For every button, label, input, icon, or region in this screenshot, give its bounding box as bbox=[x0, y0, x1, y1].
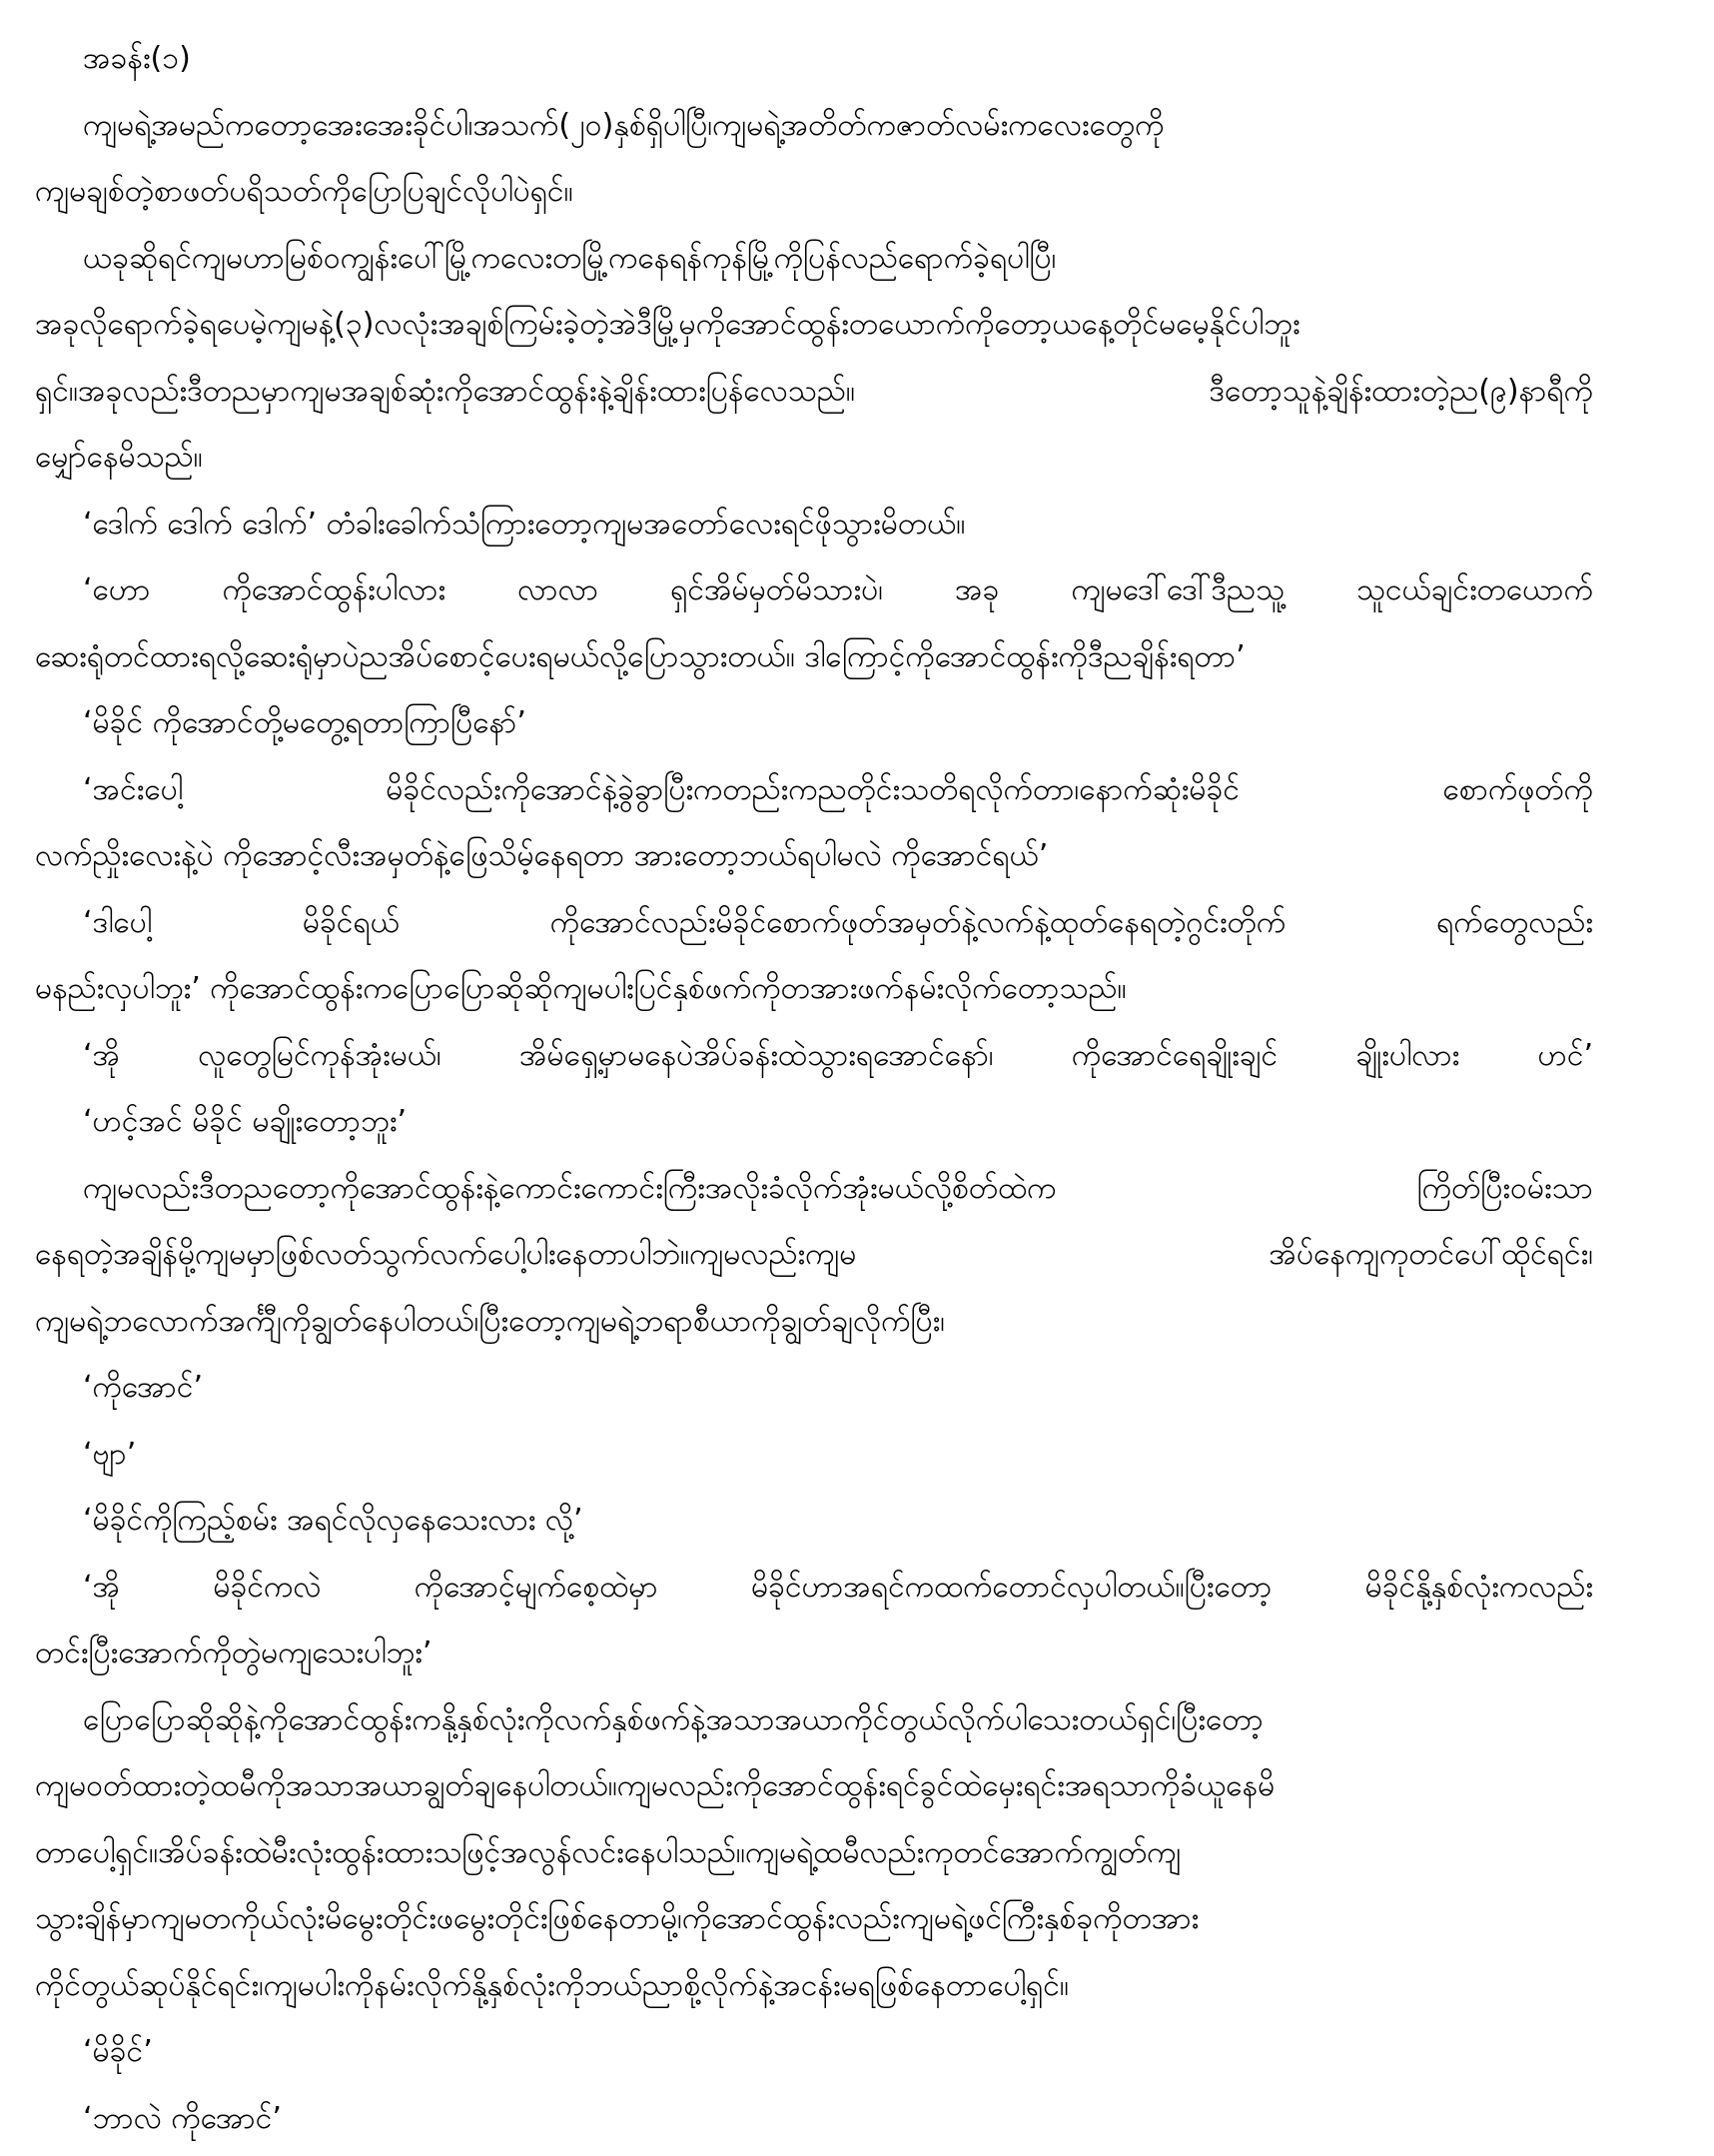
text-line: ‘ဘာလဲ ကိုအောင်’ bbox=[83, 2100, 282, 2136]
text-line: အခန်း(၁) bbox=[83, 41, 191, 76]
text-line: မျှော်နေမိသည်။ bbox=[35, 440, 203, 475]
text-line: အခုလိုရောက်ခဲ့ရပေမဲ့ကျမနဲ့(၃)လလုံးအချစ်ကြမ်းခဲ့တဲ့အဲဒီမြို့မှကိုအောင်ထွန်းတယောက်ကိုတော့ယနေ့တိုင်မမေ့နိုင်ပါဘူး bbox=[35, 307, 1300, 342]
document-page bbox=[35, 26, 1593, 2152]
text-line: ‘ဒါပေါ့ မိခိုင်ရယ် ကိုအောင်လည်းမိခိုင်စောက်ဖုတ်အမှတ်နဲ့လက်နဲ့ထုတ်နေရတဲ့ဂွင်းတိုက် ရက်တွေလည်း bbox=[83, 904, 1593, 940]
text-line: ‘ဗျာ’ bbox=[83, 1436, 137, 1472]
text-line: ‘အို မိခိုင်ကလဲ ကိုအောင့်မျက်စေ့ထဲမှာ မိခိုင်ဟာအရင်ကထက်တောင်လှပါတယ်။ပြီးတော့ မိခိုင်နို့နှစ်လုံးကလည်း bbox=[83, 1569, 1593, 1605]
text-line: ‘မိခိုင်’ bbox=[83, 2034, 153, 2069]
text-line: ‘ဒေါက် ဒေါက် ဒေါက်’ တံခါးခေါက်သံကြားတော့ကျမအတော်လေးရင်ဖိုသွားမိတယ်။ bbox=[83, 506, 966, 541]
text-line: နေရတဲ့အချိန်မို့ကျမမှာဖြစ်လတ်သွက်လက်ပေါ့ပါးနေတာပါဘဲ။ကျမလည်းကျမ အိပ်နေကျကုတင်ပေါ်ထိုင်ရင်း၊ bbox=[35, 1237, 1593, 1272]
text-line: လက်ညှိုးလေးနဲ့ပဲ ကိုအောင့်လီးအမှတ်နဲ့ဖြေသိမ့်နေရတာ အားတော့ဘယ်ရပါမလဲ ကိုအောင်ရယ်’ bbox=[35, 838, 1049, 873]
text-line: ဆေးရုံတင်ထားရလို့ဆေးရုံမှာပဲညအိပ်စောင့်ပေးရမယ်လို့ပြောသွားတယ်။ ဒါကြောင့်ကိုအောင်ထွန်းကိုဒီညချိန်းရတာ’ bbox=[35, 638, 1246, 674]
text-line: ကျမဝတ်ထားတဲ့ထမီကိုအသာအယာချွတ်ချနေပါတယ်။ကျမလည်းကိုအောင်ထွန်းရင်ခွင်ထဲမှေးရင်းအရသာကိုခံယူနေမိ bbox=[35, 1768, 1276, 1803]
text-line: ရှင်။အခုလည်းဒီတညမှာကျမအချစ်ဆုံးကိုအောင်ထွန်းနဲ့ချိန်းထားပြန်လေသည်။ ဒီတော့သူနဲ့ချိန်းထားတဲ့ည(၉)နာရီကို bbox=[35, 373, 1593, 409]
text-line: ‘အင်းပေါ့ မိခိုင်လည်းကိုအောင်နဲ့ခွဲခွာပြီးကတည်းကညတိုင်းသတိရလိုက်တာ၊နောက်ဆုံးမိခိုင် စောက်ဖုတ်ကို bbox=[83, 771, 1593, 807]
text-line: ကိုင်တွယ်ဆုပ်နိုင်ရင်း၊ကျမပါးကိုနမ်းလိုက်နို့နှစ်လုံးကိုဘယ်ညာစို့လိုက်နဲ့အငန်းမရဖြစ်နေတာပေါ့ရှင်။ bbox=[35, 1967, 1069, 2003]
text-line: သွားချိန်မှာကျမတကိုယ်လုံးမိမွေးတိုင်းဖမွေးတိုင်းဖြစ်နေတာမို့၊ကိုအောင်ထွန်းလည်းကျမရဲ့ဖင်ကြီးနှစ်ခုကိုတအား bbox=[35, 1901, 1200, 1936]
text-line: ပြောပြောဆိုဆိုနဲ့ကိုအောင်ထွန်းကနို့နှစ်လုံးကိုလက်နှစ်ဖက်နဲ့အသာအယာကိုင်တွယ်လိုက်ပါသေးတယ်ရှင်၊ပြီးတော့ bbox=[83, 1701, 1264, 1737]
text-line: တာပေါ့ရှင်။အိပ်ခန်းထဲမီးလုံးထွန်းထားသဖြင့်အလွန်လင်းနေပါသည်။ကျမရဲ့ထမီလည်းကုတင်အောက်ကျွတ်ကျ bbox=[35, 1834, 1182, 1870]
text-line: ‘ဟင့်အင် မိခိုင် မချိုးတော့ဘူး’ bbox=[83, 1104, 407, 1139]
text-line: ကျမရဲ့ဘလောက်အင်္ကျီကိုချွတ်နေပါတယ်၊ပြီးတော့ကျမရဲ့ဘရာစီယာကိုချွတ်ချလိုက်ပြီး၊ bbox=[35, 1303, 945, 1339]
text-line: ‘ကိုအောင်’ bbox=[83, 1370, 204, 1405]
text-line: ‘မိခိုင် ကိုအောင်တို့မတွေ့ရတာကြာပြီနော်’ bbox=[83, 705, 526, 740]
text-line: မနည်းလှပါဘူး’ ကိုအောင်ထွန်းကပြောပြောဆိုဆိုကျမပါးပြင်နှစ်ဖက်ကိုတအားဖက်နမ်းလိုက်တော့သည်။ bbox=[35, 971, 1127, 1006]
text-line: ‘ဟော ကိုအောင်ထွန်းပါလား လာလာ ရှင်အိမ်မှတ်မိသားပဲ၊ အခု ကျမဒေါ်ဒေါ်ဒီညသူ့ သူငယ်ချင်းတယောက် bbox=[83, 572, 1593, 607]
text-line: ယခုဆိုရင်ကျမဟာမြစ်ဝကျွန်းပေါ်မြို့ကလေးတမြို့ကနေရန်ကုန်မြို့ကိုပြန်လည်ရောက်ခဲ့ရပါပြီ၊ bbox=[83, 240, 1057, 276]
text-line: ကျမချစ်တဲ့စာဖတ်ပရိသတ်ကိုပြောပြချင်လိုပါပဲရှင်။ bbox=[35, 174, 573, 209]
text-line: တင်းပြီးအောက်ကိုတွဲမကျသေးပါဘူး’ bbox=[35, 1635, 432, 1670]
text-line: ‘အို လူတွေမြင်ကုန်အုံးမယ်၊ အိမ်ရှေ့မှာမနေပဲအိပ်ခန်းထဲသွားရအောင်နော်၊ ကိုအောင်ရေချိုးချင် ချိုးပါလား ဟင်’ bbox=[83, 1037, 1593, 1073]
text-line: ကျမရဲ့အမည်ကတော့အေးအေးခိုင်ပါ၊အသက်(၂၀)နှစ်ရှိပါပြီ၊ကျမရဲ့အတိတ်ကဇာတ်လမ်းကလေးတွေကို bbox=[83, 107, 1165, 143]
text-line: ‘မိခိုင်ကိုကြည့်စမ်း အရင်လိုလှနေသေးလား လို့’ bbox=[83, 1503, 583, 1538]
text-line: ကျမလည်းဒီတညတော့ကိုအောင်ထွန်းနဲ့ကောင်းကောင်းကြီးအလိုးခံလိုက်အုံးမယ်လို့စိတ်ထဲက ကြိတ်ပြီးဝမ်းသာ bbox=[83, 1170, 1593, 1206]
